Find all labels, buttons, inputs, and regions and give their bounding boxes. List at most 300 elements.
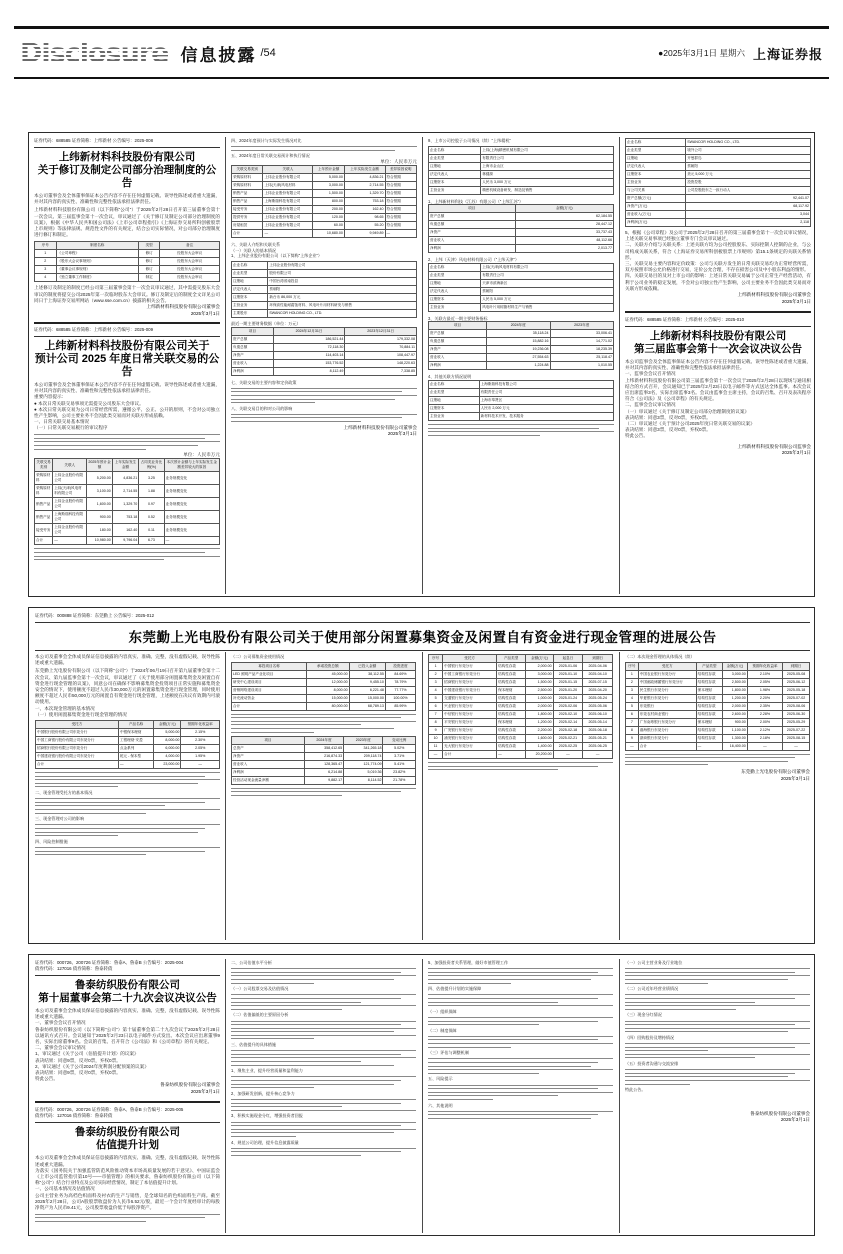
cell: —: [53, 537, 87, 545]
article-block-top: [28, 132, 815, 597]
col3-head-5: 4、其他关联方情况说明: [428, 374, 472, 380]
b2-h7: 3、积极实施现金分红，增强投资者回报: [231, 1113, 303, 1119]
col2-table-main: 关联交易类别 关联人 上年预计金额 上年实际发生金额 差异原因说明 采购原材料 上纬企业股份有限公司 5,000.00 4,836.21 符合预期 采购原材料 上纬(天津)风电材料 3,000.00 2,714.55 符合预期 销售产品 上纬企业股份有限公司 1,500.00 1,329.70 符合预期 销售产品 上海斯瑞科技有限公司 800.00 753.18 符合预期 接受劳务 上纬企业股份有限公司 200.00 162.40 符合预期 提供劳务 上纬企业股份有限公司 120.00 98.65 符合预期 房屋租赁 上纬企业股份有限公司 60.00 55.20 符合预期 合计 — 10,680.00 9,949.89 —: [231, 165, 417, 238]
article-5-item-2: 二、董事会会议审议情况: [35, 1045, 86, 1051]
table-row: 注册地 上海市奉贤区: [429, 396, 614, 404]
article-1-sign: 上纬新材料科技股份有限公司董事会: [146, 304, 220, 310]
col2-subhead-3: 八、关联交易目的和对公司的影响: [231, 405, 293, 411]
cell: 121,774.09: [344, 760, 383, 768]
cell: 业务规模变化: [164, 498, 219, 511]
cell: 经股东大会审议: [160, 274, 220, 282]
article-1-subtitle: 关于修订及制定公司部分治理制度的公告: [37, 164, 217, 189]
th: 产品名称: [118, 721, 153, 729]
footer-sign: 鲁泰纺织股份有限公司董事会: [750, 1110, 810, 1116]
article-2-filler-text: [34, 434, 220, 449]
cell: 128,365.47: [304, 760, 343, 768]
table-row: [232, 776, 416, 784]
article-5-item-3: 1、审议通过《关于公司〈估值提升计划〉的议案》: [35, 1051, 139, 1057]
table-row: 营业收入 153,776.52 148,220.63: [232, 359, 417, 367]
table-row: 注册资本 人民币 5,000 万元: [429, 295, 614, 303]
table-row: 9 广发银行东莞分行 结构性存款 2,200.00 2025-02-18 2025-06-18: [429, 727, 613, 735]
mid-col1-filler-2: [35, 798, 220, 813]
table-row: 营销网络建设项目 8,000.00 6,221.48 77.77%: [232, 686, 416, 694]
table-row: 3 民生银行东莞分行 保本理财 1,800.00 1.98% 2025-05-18: [626, 686, 810, 694]
col2-filler: [231, 388, 417, 403]
cell: 上纬企业股份有限公司: [53, 472, 87, 485]
mid-col2-table-2: 项目 2024年度 2023年度 变动比例 总资产 358,412.65 341,265.18 5.02% 净资产 216,874.33 209,118.74 3.71% 营业收入 128,365.47 121,774.09 5.41% 净利润 6,214.88 5,019.36 23.82% 经营活动现金流量净额 9,882.17 8,114.52 21.78%: [231, 736, 416, 785]
article-6-notice: 本公司及董事会全体成员保证信息披露的内容真实、准确、完整，没有虚假记载、误导性陈述或重大遗漏。: [35, 1155, 220, 1167]
cell: 5,019.36: [344, 768, 383, 776]
table-row: 采购原材料 上纬企业股份有限公司 5,000.00 4,836.21 符合预期: [232, 174, 417, 182]
table-row: 负债总额 15,882.16 14,771.02: [429, 338, 614, 346]
article-2-table: [34, 458, 220, 545]
cell: 总资产: [232, 744, 305, 752]
cell: 净资产: [232, 752, 305, 760]
table-row: 2 中国工商银行东莞分行 结构性存款 3,000.00 2025-01-10 2025-04-10: [429, 671, 613, 679]
table-row: 企业类型 有限责任公司: [429, 388, 614, 396]
table-row: 3 招商银行东莞分行 结构性存款 1,500.00 2025-01-15 2025-07-15: [429, 679, 613, 687]
col3-table-2: 项目 金额(万元) 资产总额 62,184.55 负债总额 28,447.12 净资产 33,737.43 营业收入 48,112.66 净利润 2,013.77: [428, 204, 614, 253]
table-row: 研发中心建设项目 12,000.00 9,455.10 78.79%: [232, 678, 416, 686]
cell: 《独立董事工作制度》: [56, 274, 138, 282]
cell: 1: [35, 250, 57, 258]
col2-note: 四、2024年度预计与实际发生情况对比: [231, 138, 302, 143]
table-row: 1 中国农业银行东莞分行 结构性存款 3,000.00 2.10% 2025-05-08: [626, 670, 810, 678]
cell: 4: [35, 274, 57, 282]
table-row: 4 中国建设银行东莞分行 保本理财 2,500.00 2025-01-20 2025-04-20: [429, 687, 613, 695]
cell: 10,980.00: [87, 537, 112, 545]
table-row: 注册资本 新台币 86,000 万元: [232, 293, 417, 301]
article-5-item-4: 表决结果：同意9票，反对0票，弃权0票。: [35, 1057, 121, 1063]
b3-h1: 5、加强投资者关系管理，做好市值管理工作: [428, 960, 509, 965]
article-6-title: 鲁泰纺织股份有限公司: [75, 1126, 180, 1139]
b2-h1: 二、公司估值水平分析: [231, 960, 272, 965]
table-row: [35, 472, 220, 485]
table-row: 法定代表人 蔡朝阳: [626, 163, 811, 171]
table-row: 补充流动资金 15,000.00 15,000.00 100.00%: [232, 694, 416, 702]
cell: 4,000.00: [154, 753, 181, 761]
col4-table-top: [625, 138, 811, 227]
cell: 5,000.00: [154, 729, 181, 737]
mid-col1-filler: [35, 772, 220, 787]
cell: 销售产品: [35, 511, 53, 524]
masthead-date: ●2025年3月1日 星期六: [658, 48, 745, 58]
article-5-item-6: 表决结果：同意9票，反对0票，弃权0票。: [35, 1070, 121, 1076]
mid-column-4: [625, 654, 810, 782]
table-row: [35, 498, 220, 511]
table-row: [232, 768, 416, 776]
cell: 上纬企业股份有限公司: [53, 498, 87, 511]
cell: 乾元 - 保本型: [118, 753, 153, 761]
table-row: 注册地 天津市滨海新区: [429, 279, 614, 287]
article-5-item-0: 一、董事会会议召开情况: [35, 1020, 86, 1026]
table-row: [35, 485, 220, 498]
table-row: 主营业务 新材料技术开发、技术服务: [429, 412, 614, 420]
col4-para-1: 5、根据《公司章程》及公司于2025年2月28日召开的第三届董事会第十一次会议审议情况，上述关联交易事项已经独立董事专门会议审议通过。: [625, 230, 811, 242]
col2-lead: [231, 146, 417, 151]
article-2-section-1: ● 本次日常关联交易事项无需提交公司股东大会审议。: [34, 400, 144, 406]
table-row: 净资产 33,737.43: [429, 229, 614, 237]
b4-h3: （三）现金分红情况: [625, 1012, 662, 1018]
cell: 净利润: [232, 768, 305, 776]
table-row: [35, 537, 220, 545]
table-row: 净资产 114,403.14 108,447.97: [232, 351, 417, 359]
table-row: 销售产品 上海斯瑞科技有限公司 800.00 753.18 符合预期: [232, 198, 417, 206]
article-2-section-2: ● 本次日常关联交易为公司日常经营所需，遵循公平、公正、公开的原则，不会对公司独立性产生影响，公司主要业务不会因此类交易而对关联方形成依赖。: [34, 406, 220, 419]
masthead-logo: Disclosure: [14, 38, 168, 69]
col4-para-4: 四、关联交易目的及对上市公司的影响：上述日常关联交易属于公司正常生产经营活动，有利于公司业务的稳定发展，不会对公司独立性产生影响，公司主要业务不会因此类交易而对关联方形成依赖。: [625, 273, 811, 291]
b2-f4: [231, 1050, 416, 1065]
cell: 《公司章程》: [56, 250, 138, 258]
article-2-table-caption: 单位：人民币万元: [183, 452, 220, 458]
article-3-subtitle: 第三届监事会第十一次会议决议公告: [634, 343, 802, 356]
col3-table-5: [428, 380, 614, 421]
article-5-title: 鲁泰纺织股份有限公司: [75, 979, 180, 991]
table-row: [36, 753, 220, 761]
b4-f3: [625, 1021, 810, 1033]
table-row: 1 中国银行东莞分行 结构性存款 2,000.00 2025-01-06 2025-04-06: [429, 663, 613, 671]
cell: 23,000.00: [154, 761, 181, 769]
b4-f4: [625, 1043, 810, 1058]
b2-f7: [231, 1122, 416, 1137]
b3-h2: 四、估值提升计划的实施保障: [428, 986, 482, 992]
cell: 2.30%: [181, 737, 220, 745]
cell: 6,000.00: [154, 745, 181, 753]
table-row: 注册地 上海市金山区: [429, 162, 614, 170]
bottom-column-2: [231, 960, 416, 1158]
b4-h1: （一）公司主营业务及行业地位: [625, 960, 683, 965]
table-row: 净利润 8,112.49 7,338.85: [232, 367, 417, 375]
col2-table-fin: 项目 2024年12月31日 2023年12月31日 资产总额 186,521.44 179,332.08 负债总额 72,118.30 70,884.11 净资产 114,403.14 108,447.97 营业收入 153,776.52 148,220.63 净利润 8,112.49 7,338.85: [231, 327, 417, 376]
table-row: 合计 80,000.00 68,789.13 85.99%: [232, 702, 416, 710]
cell: 0.11: [139, 524, 164, 537]
mid-col3-filler: [428, 762, 613, 770]
mid-col2-table: 募投项目名称 承诺投资总额 已投入金额 投资进度 LED 照明产品产业化项目 45,000.00 38,112.55 84.69% 研发中心建设项目 12,000.00 9,455.10 78.79% 营销网络建设项目 8,000.00 6,221.48 77.77% 补充流动资金 15,000.00 15,000.00 100.00% 合计 80,000.00 68,789.13 85.99%: [231, 662, 416, 711]
b2-f2: [231, 994, 416, 1009]
cell: —: [164, 537, 219, 545]
cell: 点金系列: [118, 745, 153, 753]
column-2: [231, 138, 417, 593]
th: 预期年化收益率: [181, 721, 220, 729]
article-6-para-2: 公司主营业务为高档色织面料及衬衣的生产与销售，是全球知名的色织面料生产商。截至2025年2月28日，公司A股股票收盘价为人民币6.52元/股，最近一个会计年度经审计的每股净资产为人民币9.41元，公司股票收盘价低于每股净资产。: [35, 1192, 220, 1211]
table-row: 4 华夏银行东莞分行 结构性存款 1,200.00 2.20% 2025-07-02: [626, 694, 810, 702]
col3-table-1: [428, 146, 614, 195]
table-row: 负债总额 72,118.30 70,884.11: [232, 343, 417, 351]
table-row: [36, 745, 220, 753]
cell: 3.25: [139, 472, 164, 485]
cell: 上纬企业股份有限公司: [53, 524, 87, 537]
cell: 5.41%: [383, 760, 416, 768]
article-1-tail: 上述修订及制定的制度已经公司第三届董事会第十一次会议审议通过，其中需提交股东大会审议的制度将提交公司2025年第一次临时股东大会审议。修订及制定后的制度全文详见公司同日于上海证券交易所网站（www.sse.com.cn）披露的相关公告。: [34, 285, 220, 303]
th: 关联交易类别: [35, 459, 53, 472]
cell: —: [181, 761, 220, 769]
article-5-subtitle: 第十届董事会第二十九次会议决议公告: [38, 992, 217, 1004]
th: 2025年预计金额: [87, 459, 112, 472]
cell: 3,100.00: [87, 485, 112, 498]
article-2-title: 上纬新材料科技股份有限公司关于: [44, 340, 210, 353]
table-row: 注册资本 美元 5,000 万元: [626, 171, 811, 179]
table-row: 与公司关系 公司控股股东之一致行动人: [626, 187, 811, 195]
table-row: 主营业务 风电叶片用树脂材料生产与销售: [429, 303, 614, 311]
b4-h4: （四）回购股份及增持情况: [625, 1034, 675, 1040]
article-3-item-5: （二）审议通过《关于预计公司2025年度日常关联交易的议案》: [625, 421, 755, 427]
table-row: 净利润 1,224.88 1,010.55: [429, 362, 614, 370]
cell: 2.05%: [181, 745, 220, 753]
cell: 修订: [138, 250, 160, 258]
cell: 0.97: [139, 498, 164, 511]
article-3-item-4: 表决结果：同意3票，反对0票，弃权0票。: [625, 414, 711, 420]
table-row: 8 渤海银行东莞分行 结构性存款 1,100.00 2.12% 2025-07-22: [626, 726, 810, 734]
cell: 4,836.21: [112, 472, 139, 485]
cell: 180.00: [87, 524, 112, 537]
article-4-headline: 东莞勤上光电股份有限公司关于使用部分闲置募集资金及闲置自有资金进行现金管理的进展公告: [128, 630, 717, 645]
article-5-sign: 鲁泰纺织股份有限公司董事会: [160, 1082, 220, 1088]
table-row: 房屋租赁 上纬企业股份有限公司 60.00 55.20 符合预期: [232, 222, 417, 230]
th: 本次预计金额与上年实际发生金额差异较大的原因: [164, 459, 219, 472]
article-3-item-0: 一、监事会会议召开情况: [625, 371, 676, 377]
b4-f5: [625, 1069, 810, 1084]
mid-col4-filler: [625, 754, 810, 766]
table-row: [36, 729, 220, 737]
col3-table-3: [428, 263, 614, 312]
col4-sign: 上纬新材料科技股份有限公司董事会: [737, 292, 811, 298]
article-3-sign: 上纬新材料科技股份有限公司监事会: [737, 443, 811, 449]
col2-note-2: 五、2024年度日常关联交易预计和执行情况: [231, 153, 310, 159]
b3-h6: 五、风险提示: [428, 1076, 453, 1082]
cell: 合计: [36, 761, 119, 769]
cell: 采购原材料: [35, 485, 53, 498]
article-2-date: 2025年3月1日: [387, 431, 417, 437]
b4-f2: [625, 994, 810, 1009]
b4-h2: （二）公司近年经营业绩情况: [625, 986, 679, 992]
article-1-date: 2025年3月1日: [190, 310, 220, 316]
table-row: 采购原材料 上纬(天津)风电材料 3,000.00 2,714.55 符合预期: [232, 182, 417, 190]
table-row: 注册资本 人民币 2,000 万元: [429, 404, 614, 412]
col3-head-2: 1、上纬新材料科技（江苏）有限公司（“上纬江苏”）: [428, 198, 524, 204]
table-row: 注册地 开曼群岛: [626, 155, 811, 163]
table-row: 净资产 19,236.08 18,235.39: [429, 346, 614, 354]
table-row: 法定代表人 蔡朝阳: [429, 287, 614, 295]
cell: 《股东大会议事规则》: [56, 258, 138, 266]
cell: 216,874.33: [304, 752, 343, 760]
article-5-item-7: 特此公告。: [35, 1076, 58, 1082]
article-2-notice: 本公司董事会及全体董事保证本公告内容不存在任何虚假记载、误导性陈述或者重大遗漏，并对其内容的真实性、准确性和完整性依法承担法律责任。: [34, 382, 220, 394]
table-row: [232, 752, 416, 760]
cell: 修订: [138, 266, 160, 274]
table-row: 企业名称 SWANCOR HOLDING CO., LTD.: [626, 139, 811, 147]
article-2-section-4: （一）日常关联交易履行的审议程序: [34, 425, 108, 431]
b3-f4: [428, 1036, 613, 1048]
cell: 23.82%: [383, 768, 416, 776]
table-row: [35, 266, 220, 274]
cell: 2,714.55: [112, 485, 139, 498]
th: 备注: [160, 242, 220, 250]
cell: 《董事会议事规则》: [56, 266, 138, 274]
column-3: [428, 138, 614, 593]
article-6-para-0: 为落实《国务院关于加强监管防范风险推动资本市场高质量发展的若干意见》、中国证监会《上市公司监管指引第10号——市值管理》的相关要求，鲁泰纺织股份有限公司（以下简称“公司”）结合行业特点及公司实际经营情况，制定了本估值提升计划。: [35, 1167, 220, 1186]
th: 序号: [35, 242, 57, 250]
table-row: [36, 737, 220, 745]
table-row: [36, 761, 220, 769]
cell: 753.18: [112, 511, 139, 524]
cell: 5,200.00: [87, 472, 112, 485]
cell: 6,214.88: [304, 768, 343, 776]
table-row: 主营业务 环保高性能耐腐蚀材料、风电叶片用材料研发与销售: [232, 301, 417, 309]
table-row: 企业类型 股份有限公司: [232, 269, 417, 277]
article-1-body: 上纬新材料科技股份有限公司（以下简称“公司”）于2025年2月28日召开第三届董事会第十一次会议、第三届监事会第十一次会议，审议通过了《关于修订及制定公司部分治理制度的议案》，根据《中华人民共和国公司法》《上市公司章程指引》《上海证券交易所科创板股票上市规则》等法律法规、规范性文件的有关规定，结合公司实际情况，对公司部分治理制度进行修订和制定。: [34, 207, 220, 238]
table-row: [35, 274, 220, 282]
cell: 招商银行股份有限公司东莞分行: [36, 745, 119, 753]
cell: 3.71%: [383, 752, 416, 760]
table-row: — 合计 — 16,400.00 — —: [626, 742, 810, 750]
b3-f6: [428, 1085, 613, 1100]
table-row: 5 交通银行东莞分行 结构性存款 1,000.00 2025-01-24 2025-05-24: [429, 695, 613, 703]
b2-f3: [231, 1021, 416, 1040]
footer-date: 2025年3月1日: [780, 1117, 810, 1123]
article-3-item-2: 二、监事会会议审议情况: [625, 402, 676, 408]
mid-col4-head: （二）本次现金管理的具体情况（续）: [625, 654, 695, 659]
b4-h6: 特此公告。: [625, 1087, 646, 1093]
article-1-table: [34, 241, 220, 282]
article-4-para-1: 一、本次现金管理的基本情况: [35, 705, 95, 711]
article-2-section-0: 重要内容提示：: [34, 394, 67, 400]
col2-subhead-2: 七、关联交易的主要内容和定价政策: [231, 379, 297, 385]
table-row: 6 兴业银行东莞分行 结构性存款 2,000.00 2025-02-06 2025-05-06: [429, 703, 613, 711]
masthead-page-number: /54: [260, 47, 276, 59]
col4-date: 2025年3月1日: [781, 298, 811, 304]
cell: —: [118, 761, 153, 769]
article-block-middle: [28, 607, 815, 944]
mid-col3-table: 序号 受托方 产品类型 金额(万元) 起息日 到期日 1 中国银行东莞分行 结构性存款 2,000.00 2025-01-06 2025-04-06 2 中国工商银行东莞分行 结构性存款 3,000.00 2025-01-10 2025-04-10 3 招商银行东莞分行 结构性存款 1,500.00 2025-01-15 2025-07-15 4 中国建设银行东莞分行 保本理财 2,500.00 2025-01-20 2025-04-20 5 交通银行东莞分行 结构性存款 1,000.00 2025-01-24 2025-05-24 6 兴业银行东莞分行 结构性存款 2,000.00 2025-02-06 2025-05-06 7 中信银行东莞分行 结构性存款 1,800.00 2025-02-10 2025-06-10 8 平安银行东莞分行 保本理财 1,200.00 2025-02-14 2025-05-14 9 广发银行东莞分行 结构性存款 2,200.00 2025-02-18 2025-06-18 10 浦发银行东莞分行 结构性存款 1,600.00 2025-02-21 2025-05-21 11 光大银行东莞分行 结构性存款 1,400.00 2025-02-25 2025-06-25 — 合计 — 20,200.00 — —: [428, 654, 613, 759]
article-1-codes: 证券代码：688585 证券简称：上纬新材 公告编号：2025-008: [34, 138, 154, 143]
article-3-title: 上纬新材料科技股份有限公司: [649, 330, 787, 343]
article-5-notice: 本公司及董事会全体成员保证信息披露的内容真实、准确、完整，没有虚假记载、误导性陈述或重大遗漏。: [35, 1008, 220, 1020]
table-row: 2 中国邮政储蓄银行东莞分行 结构性存款 2,500.00 2.05% 2025-06-12: [626, 678, 810, 686]
mid-col1-sub-3: 四、风险控制措施: [35, 838, 68, 844]
col2-table-party: [231, 261, 417, 318]
table-row: 净利润(万元) 2,118: [626, 219, 811, 227]
table-row: 6 东莞农村商业银行 结构性存款 2,600.00 2.28% 2025-06-30: [626, 710, 810, 718]
cell: 900.00: [87, 511, 112, 524]
col3-head-3: 2、上纬（天津）风电材料有限公司（“上纬天津”）: [428, 257, 519, 263]
table-row: 净资产(万元) 68,117.92: [626, 203, 811, 211]
cell: 经股东大会审议: [160, 266, 220, 274]
masthead: [14, 26, 829, 79]
bottom-column-4: [625, 960, 810, 1124]
article-2-codes: 证券代码：688585 证券简称：上纬新材 公告编号：2025-009: [34, 327, 154, 333]
table-row: 资产总额(万元) 92,441.07: [626, 195, 811, 203]
bottom-column-1: [35, 960, 220, 1225]
col2-filler-2: [231, 414, 417, 422]
cell: 2: [35, 258, 57, 266]
table-row: 资产总额 35,118.24 33,006.41: [429, 330, 614, 338]
b2-h2: （一）公司股票交易及估值情况: [231, 986, 289, 992]
article-3-item-6: 表决结果：同意3票，反对0票，弃权0票。: [625, 427, 711, 433]
bottom-col1-filler: [35, 1214, 220, 1222]
article-6-para-1: 一、公司基本情况及估值情况: [35, 1186, 95, 1192]
cell: 工银理财·安盈: [118, 737, 153, 745]
table-row: 资产总额 62,184.55: [429, 213, 614, 221]
cell: 1.95%: [181, 753, 220, 761]
cell: 营业收入: [232, 760, 305, 768]
article-1-title: 上纬新材料科技股份有限公司: [58, 151, 196, 163]
b4-h5: （五）投资者沟通与交流安排: [625, 1061, 679, 1067]
table-row: 净利润 2,013.77: [429, 245, 614, 253]
article-block-bottom: [28, 954, 815, 1236]
b2-h6: 2、加强研发创新，提升核心竞争力: [231, 1090, 295, 1096]
article-3-item-1: 上纬新材料科技股份有限公司第三届监事会第十一次会议于2025年2月28日以现场与通讯相结合的方式召开，会议通知已于2025年2月23日以电子邮件等方式送达全体监事。本次会议应出席监事3名，实际出席监事3名。会议由监事会主席主持，会议的召集、召开及表决程序符合《公司法》及《公司章程》的有关规定。: [625, 377, 811, 402]
col3-table-4: 项目 2024年度 2023年度 资产总额 35,118.24 33,006.41 负债总额 15,882.16 14,771.02 净资产 19,236.08 18,235.39 营业收入 27,554.63 25,118.47 净利润 1,224.88 1,010.55: [428, 321, 614, 370]
cell: 业务规模变化: [164, 485, 219, 498]
b2-f1: [231, 968, 416, 983]
article-4-sign: 东莞勤上光电股份有限公司董事会: [741, 769, 810, 775]
cell: 2.15%: [181, 729, 220, 737]
cell: 制定: [138, 274, 160, 282]
article-2-subtitle: 预计公司 2025 年度日常关联交易的公告: [34, 353, 220, 379]
col2-financial-head: 最近一期主要财务数据（单位：万元）: [231, 320, 301, 326]
article-3-item-3: （一）审议通过《关于修订及制定公司部分治理制度的议案》: [625, 408, 750, 414]
mid-column-3: [428, 654, 613, 773]
article-2-filler-text-2: [34, 548, 220, 560]
article-4-notice: 本公司及董事会全体成员保证信息披露的内容真实、准确、完整，没有虚假记载、误导性陈述或重大遗漏。: [35, 654, 220, 666]
cell: 3: [35, 266, 57, 274]
article-5-item-1: 鲁泰纺织股份有限公司（以下简称“公司”）第十届董事会第二十九次会议于2025年2月28日以通讯方式召开。会议通知于2025年2月23日以电子邮件方式发出。本次会议应出席董事9名，实际出席董事9名。会议的召集、召开符合《公司法》和《公司章程》的有关规定。: [35, 1026, 220, 1045]
cell: 162.40: [112, 524, 139, 537]
th: 占同类业务比例(%): [139, 459, 164, 472]
b2-h5: 1、聚焦主业，提升经营质量和盈利能力: [231, 1068, 303, 1074]
table-row: [35, 250, 220, 258]
cell: 1.88: [139, 485, 164, 498]
col3-head-4: 3、关联方最近一期主要财务指标: [428, 315, 488, 321]
table-row: 提供劳务 上纬企业股份有限公司 120.00 98.65 符合预期: [232, 214, 417, 222]
table-row: 法定代表人 蔡朝阳: [232, 285, 417, 293]
mid-col4-table: 序号 受托方 产品类型 金额(万元) 预期年化收益率 到期日 1 中国农业银行东莞分行 结构性存款 3,000.00 2.10% 2025-05-08 2 中国邮政储蓄银行东莞分行 结构性存款 2,500.00 2.05% 2025-06-12 3 民生银行东莞分行 保本理财 1,800.00 1.98% 2025-05-18 4 华夏银行东莞分行 结构性存款 1,200.00 2.20% 2025-07-02 5 东莞银行 结构性存款 2,000.00 2.35% 2025-08-06 6 东莞农村商业银行 结构性存款 2,600.00 2.28% 2025-06-30 7 广东南粤银行东莞分行 保本理财 900.00 2.00% 2025-05-29 8 渤海银行东莞分行 结构性存款 1,100.00 2.12% 2025-07-22 9 浙商银行东莞分行 结构性存款 1,300.00 2.18% 2025-08-15 — 合计 — 16,400.00 — —: [625, 662, 810, 751]
masthead-paper-name: 上海证券报: [752, 46, 823, 62]
article-5-codes-2: 债券代码：127016 债券简称：鲁泰转债: [35, 966, 113, 971]
article-3-date: 2025年3月1日: [781, 450, 811, 456]
mid-col1-filler-4: [35, 847, 220, 855]
b2-f6: [231, 1099, 416, 1111]
table-row: [232, 760, 416, 768]
table-row: 企业名称 上纬企业股份有限公司: [232, 261, 417, 269]
table-row: 法定代表人 林健源: [429, 170, 614, 178]
cell: 0.52: [139, 511, 164, 524]
cell: 341,265.18: [344, 744, 383, 752]
b3-f5: [428, 1058, 613, 1073]
cell: 8,114.52: [344, 776, 383, 784]
table-row: 企业类型 有限责任公司: [429, 154, 614, 162]
table-row: 营业收入 48,112.66: [429, 237, 614, 245]
th: 受托方: [36, 721, 119, 729]
cell: 中国工商银行股份有限公司东莞分行: [36, 737, 119, 745]
article-2-section-3: 一、日常关联交易基本情况: [34, 419, 90, 425]
table-row: 主要股东 SWANCOR HOLDING CO., LTD.: [232, 309, 417, 317]
b3-h4: （二）制度保障: [428, 1027, 457, 1033]
article-4-codes: 证券代码：000888 证券简称：东莞勤上 公告编号：2025-012: [35, 613, 155, 618]
cell: 上海斯瑞科技有限公司: [53, 511, 87, 524]
article-2-sign: 上纬新材料科技股份有限公司董事会: [343, 424, 417, 430]
cell: 9,882.17: [304, 776, 343, 784]
b2-h8: 4、规范公司治理，提升信息披露质量: [231, 1139, 299, 1145]
b3-f3: [428, 1017, 613, 1025]
mid-col1-sub: 二、现金管理受托方的基本情况: [35, 790, 93, 795]
mid-col2-filler-2: [231, 788, 416, 796]
cell: 合计: [35, 537, 53, 545]
table-row: 销售产品 上纬企业股份有限公司 1,500.00 1,329.70 符合预期: [232, 190, 417, 198]
mid-col2-filler: [231, 714, 416, 733]
col2-unit: 单位：人民币万元: [380, 158, 417, 164]
th: 类型: [138, 242, 160, 250]
